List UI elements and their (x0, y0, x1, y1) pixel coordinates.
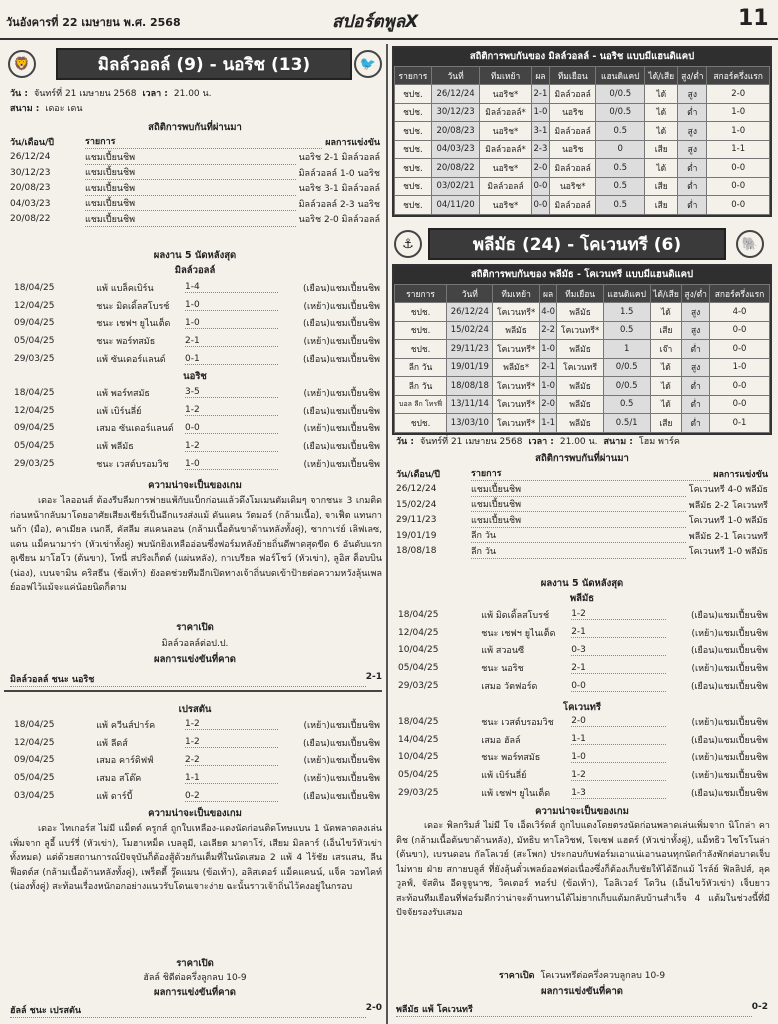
h2h1-caption: สถิติการพบกันของ มิลล์วอลล์ - นอริช แบบมีแฮนดิแคป (394, 48, 770, 66)
match1-home-name: มิลล์วอลล์ (174, 265, 216, 276)
match1-past-title: สถิติการพบกันที่ผ่านมา (148, 122, 242, 133)
h2h2-grid (394, 284, 770, 433)
match3-analysis: เดอะ ไทเกอร์ส ไม่มี แม็ตต์ ครูกส์ ถูกใบเหลือง-แดงนัดก่อนติดโทษแบน 1 นัดพลาดลงเล่นเพิ่มจาก ลูอี้ แบร์รี่ (หัวเข่า), โมฮาเหม็ด เบลลูมี, เอเลียต มาดาโร่, เสียม มิลลาร์ (เอ็นไขว้หัวเข่าทั้งหมด) แต่ด้วยสถานการณ์ปัจจุบันก็ต้องสู้ด้วยกันเต็มที่ในนัดเสมอ 2 แพ้ 4 ไร้ชัย เสรแสน, ลีน ฟ็อตต์ส (กล้ามเนื้อด้านหลังทั้งคู่), เพร็ตตี้ วู๊ดแมน (ข้อเท้า), อลิสเตอร์ แม็คแคนน์, แจ็ค วอทไคท์ (น่องทั้งคู่) สะท้อนเรื่องหนักอกอย่างแนวรับโดนเจาะง่าย ฉะนั้นราวเจ้าถิ่นไว้คงอยู่ในกรอบ (10, 824, 382, 892)
table-row: ชปช. 03/02/21 มิลล์วอลล์ 0-0 นอริช* 0.5 เสีย ต่ำ 0-0 (395, 177, 770, 196)
form-row: 29/03/25 เสมอ วัตฟอร์ด 0-0 (เยือน) แชมเปี้ยนชิพ (398, 680, 768, 693)
h2h1-handicap-table (392, 46, 772, 217)
match2-analysis-title: ความน่าจะเป็นของเกม (535, 806, 629, 817)
match2-past-title: สถิติการพบกันที่ผ่านมา (535, 453, 629, 464)
form-row: 05/04/25 ชนะ นอริช 2-1 (เหย้า) แชมเปี้ยนชิพ (398, 662, 768, 675)
form-row: 03/04/25 แพ้ ดาร์บี้ 0-2 (เยือน) แชมเปี้ยนชิพ (14, 790, 380, 803)
match3-prediction: ฮัลล์ ชนะ เปรสตัน 2-0 (10, 1003, 382, 1016)
table-row: ชปช. 26/12/24 โคเวนทรี* 4-0 พลีมัธ 1.5 ได้ สูง 4-0 (395, 303, 770, 322)
match1-away-name: นอริช (183, 371, 207, 382)
form-row: 12/04/25 แพ้ เบิร์นลี่ย์ 1-2 (เยือน) แชมเปี้ยนชิพ (14, 405, 380, 417)
table-header-row: รายการ วันที่ ทีมเหย้า ผล ทีมเยือน แฮนดิแคป ได้/เสีย สูง/ต่ำ สกอร์ครึ่งแรก (395, 285, 770, 303)
match1-prediction: มิลล์วอลล์ ชนะ นอริช 2-1 (10, 672, 382, 685)
table-row: ลีก วัน 18/08/18 โคเวนทรี* 1-0 พลีมัธ 0/0.5 ได้ ต่ำ 0-0 (395, 377, 770, 396)
form-row: 09/04/25 เสมอ ซันเดอร์แลนด์ 0-0 (เหย้า) แชมเปี้ยนชิพ (14, 422, 380, 435)
past-table-header: วัน/เดือน/ปี รายการ ผลการแข่งขัน (10, 134, 380, 150)
table-row: ชปช. 26/12/24 นอริช* 2-1 มิลล์วอลล์ 0/0.5 ได้ สูง 2-0 (395, 85, 770, 104)
match2-home-form (398, 606, 768, 695)
table-row: ชปช. 30/12/23 มิลล์วอลล์* 1-0 นอริช 0/0.5 ได้ ต่ำ 1-0 (395, 103, 770, 122)
form-row: 12/04/25 ชนะ เชฟฯ ยูไนเต็ด 2-1 (เหย้า) แชมเปี้ยนชิพ (398, 627, 768, 639)
past-row: 18/08/18 ลีก วัน โคเวนทรี 1-0 พลีมัธ (396, 544, 768, 560)
match2-analysis: เดอะ พิลกริมส์ ไม่มี โจ เอ็ดเวิร์ดส์ ถูกไบแดงโดยตรงนัดก่อนพลาดเล่นเพิ่มจาก นิโกล่า คาติช (กล้ามเนื้อต้นขาด้านหลัง), มัทธิบ ทาโลวิชฟ, โจเซฟ แฮตร์ (หัวเข่าทั้งคู่), แม็ทธิว ไซโรโนล่า (ต้นขา), เบรนดอน กัลโลเวย์ (สะโพก) ประกอบกับฟอร์มเอาแน่เอานอนทุกนัดกำลังพักต่อบาดเจ็บไม่หาย ฝ่าย สกายบลูส์ ที่ยังลุ้นตั๋วเพลย์ออฟต่อเนื่องซึ่งก็ต้องเก็บชัยให้ได้อีกแม้ ไรล์ย์ ฟิลลิปส์, ลุค วูลฟ์, จัสติน อีดจูจูนาซ, วิคเตอร์ ทอร์ป (ข้อเท้า), โอลิเวอร์ โดวิน (เอ็นไขว้หัวเข่า) เจ็บยาว สะท้อนทีมเยือนที่ฟอร์มดีกว่าน่าจะต้านทานได้ไม่ยากเก็บแต้มกลับบ้านสำเร็จ 4 แต้มในช่วงนี้ที่มีปัจจัยรองรับเสมอ (396, 821, 770, 918)
form-row: 29/03/25 แพ้ เชฟฯ ยูไนเต็ด 1-3 (เยือน) แชมเปี้ยนชิพ (398, 787, 768, 800)
form-row: 05/04/25 เสมอ สโต๊ค 1-1 (เหย้า) แชมเปี้ยนชิพ (14, 772, 380, 785)
coventry-crest-icon: 🐘 (736, 230, 764, 258)
match2-home-name: พลีมัธ (569, 593, 595, 604)
form-row: 12/04/25 ชนะ มิดเดิ้ลสโบรช์ 1-0 (เหย้า) แชมเปี้ยนชิพ (14, 300, 380, 312)
match1-home-form (14, 279, 380, 368)
match1-price-title: ราคาเปิด (176, 622, 214, 633)
millwall-crest-icon: 🦁 (8, 50, 36, 78)
past-row: 20/08/22 แชมเปี้ยนชิพ นอริช 2-0 มิลล์วอลล์ (10, 212, 380, 228)
past-row: 26/12/24 แชมเปี้ยนชิพ โคเวนทรี 4-0 พลีมัธ (396, 482, 768, 498)
match2-prediction: พลีมัธ แพ้ โคเวนทรี 0-2 (396, 1002, 768, 1015)
match3-prediction-title: ผลการแข่งขันที่คาด (154, 987, 236, 998)
h2h1-grid (394, 66, 770, 215)
form-row: 05/04/25 แพ้ เบิร์นลี่ย์ 1-2 (เหย้า) แชมเปี้ยนชิพ (398, 769, 768, 782)
table-row: ชปช. 15/02/24 พลีมัธ 2-2 โคเวนทรี* 0.5 เสีย สูง 0-0 (395, 321, 770, 340)
match2-away-form (398, 713, 768, 802)
match1-past-table (10, 134, 380, 227)
publication-logo: สปอร์ตพูลX (332, 12, 419, 32)
form-row: 18/04/25 แพ้ แบล็คเบิร์น 1-4 (เยือน) แชมเปี้ยนชิพ (14, 282, 380, 294)
match1-price: มิลล์วอลล์ต่อป.ป. (161, 639, 229, 649)
match2-form-title: ผลงาน 5 นัดหลังสุด (540, 578, 624, 589)
table-row: ชปช. 04/03/23 มิลล์วอลล์* 2-3 นอริช 0 เสีย สูง 1-1 (395, 140, 770, 159)
norwich-crest-icon: 🐦 (354, 50, 382, 78)
form-row: 05/04/25 แพ้ พลีมัธ 1-2 (เยือน) แชมเปี้ยนชิพ (14, 440, 380, 453)
table-row: ชปช. 13/03/10 โคเวนทรี* 1-1 พลีมัธ 0.5/1 เสีย ต่ำ 0-1 (395, 414, 770, 433)
match1-title: มิลล์วอลล์ (9) - นอริช (13) (56, 48, 352, 80)
table-row: ชปช. 20/08/22 นอริช* 2-0 มิลล์วอลล์ 0.5 ได้ ต่ำ 0-0 (395, 159, 770, 178)
past-row: 19/01/19 ลีก วัน พลีมัธ 2-1 โคเวนทรี (396, 528, 768, 544)
h2h2-handicap-table (392, 264, 772, 435)
match3-price: ฮัลล์ ชิดีต่อครึ่งลูกลบ 10-9 (143, 973, 247, 983)
match1-prediction-title: ผลการแข่งขันที่คาด (154, 654, 236, 665)
table-header-row: รายการ วันที่ ทีมเหย้า ผล ทีมเยือน แฮนดิแคป ได้/เสีย สูง/ต่ำ สกอร์ครึ่งแรก (395, 67, 770, 85)
match1-form-title: ผลงาน 5 นัดหลังสุด (153, 250, 237, 261)
match2-past-table (396, 466, 768, 559)
h2h2-caption: สถิติการพบกันของ พลีมัธ - โคเวนทรี แบบมีแฮนดิแคป (394, 266, 770, 284)
match1-datetime: วัน : จันทร์ที่ 21 เมษายน 2568 เวลา : 21.00 น. (10, 89, 212, 99)
form-row: 09/04/25 ชนะ เชฟฯ ยูไนเต็ด 1-0 (เยือน) แชมเปี้ยนชิพ (14, 317, 380, 330)
match2-away-name: โคเวนทรี (563, 702, 601, 713)
page-header (0, 0, 778, 40)
match1-away-form (14, 384, 380, 473)
match3-price-title: ราคาเปิด (176, 958, 214, 969)
form-row: 29/03/25 ชนะ เวสต์บรอมวิช 1-0 (เหย้า) แชมเปี้ยนชิพ (14, 458, 380, 471)
form-row: 18/04/25 แพ้ มิดเดิ้ลสโบรช์ 1-2 (เยือน) แชมเปี้ยนชิพ (398, 609, 768, 621)
past-row: 20/08/23 แชมเปี้ยนชิพ นอริช 3-1 มิลล์วอลล์ (10, 181, 380, 197)
match3-form (14, 716, 380, 805)
page-number: 11 (738, 6, 769, 31)
form-row: 29/03/25 แพ้ ซันเดอร์แลนด์ 0-1 (เยือน) แชมเปี้ยนชิพ (14, 353, 380, 366)
form-row: 14/04/25 เสมอ ฮัลล์ 1-1 (เยือน) แชมเปี้ยนชิพ (398, 734, 768, 746)
form-row: 05/04/25 ชนะ พอร์ทสมัธ 2-1 (เหย้า) แชมเปี้ยนชิพ (14, 335, 380, 348)
match2-price: ราคาเปิด โคเวนทรีต่อครึ่งควบลูกลบ 10-9 (498, 971, 666, 981)
match2-datetime-venue: วัน : จันทร์ที่ 21 เมษายน 2568 เวลา : 21.00 น. สนาม : โฮม พาร์ค (396, 437, 680, 447)
section-divider (4, 690, 382, 692)
match3-team-name: เปรสตัน (178, 704, 212, 715)
table-row: บอล ลีก โทรฟี่ 13/11/14 โคเวนทรี* 2-0 พลีมัธ 0.5 ได้ ต่ำ 0-0 (395, 395, 770, 414)
past-table-header: วัน/เดือน/ปี รายการ ผลการแข่งขัน (396, 466, 768, 482)
table-row: ชปช. 20/08/23 นอริช* 3-1 มิลล์วอลล์ 0.5 ได้ สูง 1-0 (395, 122, 770, 141)
form-row: 18/04/25 แพ้ ควีนส์ปาร์ค 1-2 (เหย้า) แชมเปี้ยนชิพ (14, 719, 380, 731)
form-row: 18/04/25 ชนะ เวสต์บรอมวิช 2-0 (เหย้า) แชมเปี้ยนชิพ (398, 716, 768, 728)
plymouth-crest-icon: ⚓ (394, 230, 422, 258)
past-row: 26/12/24 แชมเปี้ยนชิพ นอริช 2-1 มิลล์วอลล์ (10, 150, 380, 166)
column-divider (386, 44, 388, 1024)
form-row: 10/04/25 แพ้ สวอนซี 0-3 (เยือน) แชมเปี้ยนชิพ (398, 644, 768, 657)
form-row: 18/04/25 แพ้ พอร์ทสมัธ 3-5 (เหย้า) แชมเปี้ยนชิพ (14, 387, 380, 399)
table-row: ชปช. 04/11/20 นอริช* 0-0 มิลล์วอลล์ 0.5 เสีย ต่ำ 0-0 (395, 196, 770, 215)
match3-analysis-title: ความน่าจะเป็นของเกม (148, 808, 242, 819)
table-row: ชปช. 29/11/23 โคเวนทรี* 1-0 พลีมัธ 1 เจ๊า ต่ำ 0-0 (395, 340, 770, 359)
match1-venue: สนาม : เดอะ เดน (10, 104, 83, 114)
form-row: 09/04/25 เสมอ คาร์ดิฟฟ์ 2-2 (เหย้า) แชมเปี้ยนชิพ (14, 754, 380, 767)
table-row: ลีก วัน 19/01/19 พลีมัธ* 2-1 โคเวนทรี 0/0.5 ได้ สูง 1-0 (395, 358, 770, 377)
past-row: 30/12/23 แชมเปี้ยนชิพ มิลล์วอลล์ 1-0 นอริช (10, 165, 380, 181)
form-row: 12/04/25 แพ้ ลีดส์ 1-2 (เยือน) แชมเปี้ยนชิพ (14, 737, 380, 749)
match2-title: พลีมัธ (24) - โคเวนทรี (6) (428, 228, 726, 260)
past-row: 15/02/24 แชมเปี้ยนชิพ พลีมัธ 2-2 โคเวนทรี (396, 497, 768, 513)
match1-analysis: เดอะ ไลออนส์ ต้องรีบลืมการพ่ายแพ้กับแบ็กก่อนแล้วดึงโมเมนตัมเดิมๆ จากชนะ 3 เกมติดก่อนหน้ากลับมาโดยอาศัยเสียงเชียร์เป็นอีกแรงส่งแม้ ดันแคน วัตมอร์ (กล้ามเนื้อ), จาเฟ็ต แทนกานก้า (มือ), คาเมียล เนกลี, คัสลีม สแคนลอน (กล้ามเนื้อต้นขาด้านหลังทั้งคู่), ซากาเร่ย์ เลิฟเลซ, แดน แม็คนามาร่า (หัวเข่าทั้งคู่) พบนักยิงเหลืออ่อนซึ่งฟอร์มหลังย้ายถิ่นดีพาดสุดขีด 6 อันดับแรก ลูเซียน มาโฮโว (ต้นขา), โทนี่ สปริงเก็ตต์ (แผ่นหลัง), กาเบรียล ฟอร์โชว์ (หัวเข่า), ลูอิส ด็อบบิน (น่อง), เบนจามิน คริสธีน (ช้อเท้า) ยังอดช่วยทีมอีกเปิดทางเจ้าถิ่นบดเข้าป้ายต่อความหวังลุ้นเพลย์ออฟไว้แม้จะแค่น้อยนิดก็ตาม (10, 496, 382, 593)
match2-prediction-title: ผลการแข่งขันที่คาด (541, 986, 623, 997)
form-row: 10/04/25 ชนะ พอร์ทสมัธ 1-0 (เหย้า) แชมเปี้ยนชิพ (398, 751, 768, 764)
past-row: 04/03/23 แชมเปี้ยนชิพ มิลล์วอลล์ 2-3 นอริช (10, 196, 380, 212)
past-row: 29/11/23 แชมเปี้ยนชิพ โคเวนทรี 1-0 พลีมัธ (396, 513, 768, 529)
match1-analysis-title: ความน่าจะเป็นของเกม (148, 480, 242, 491)
issue-date: วันอังคารที่ 22 เมษายน พ.ศ. 2568 (6, 16, 181, 29)
